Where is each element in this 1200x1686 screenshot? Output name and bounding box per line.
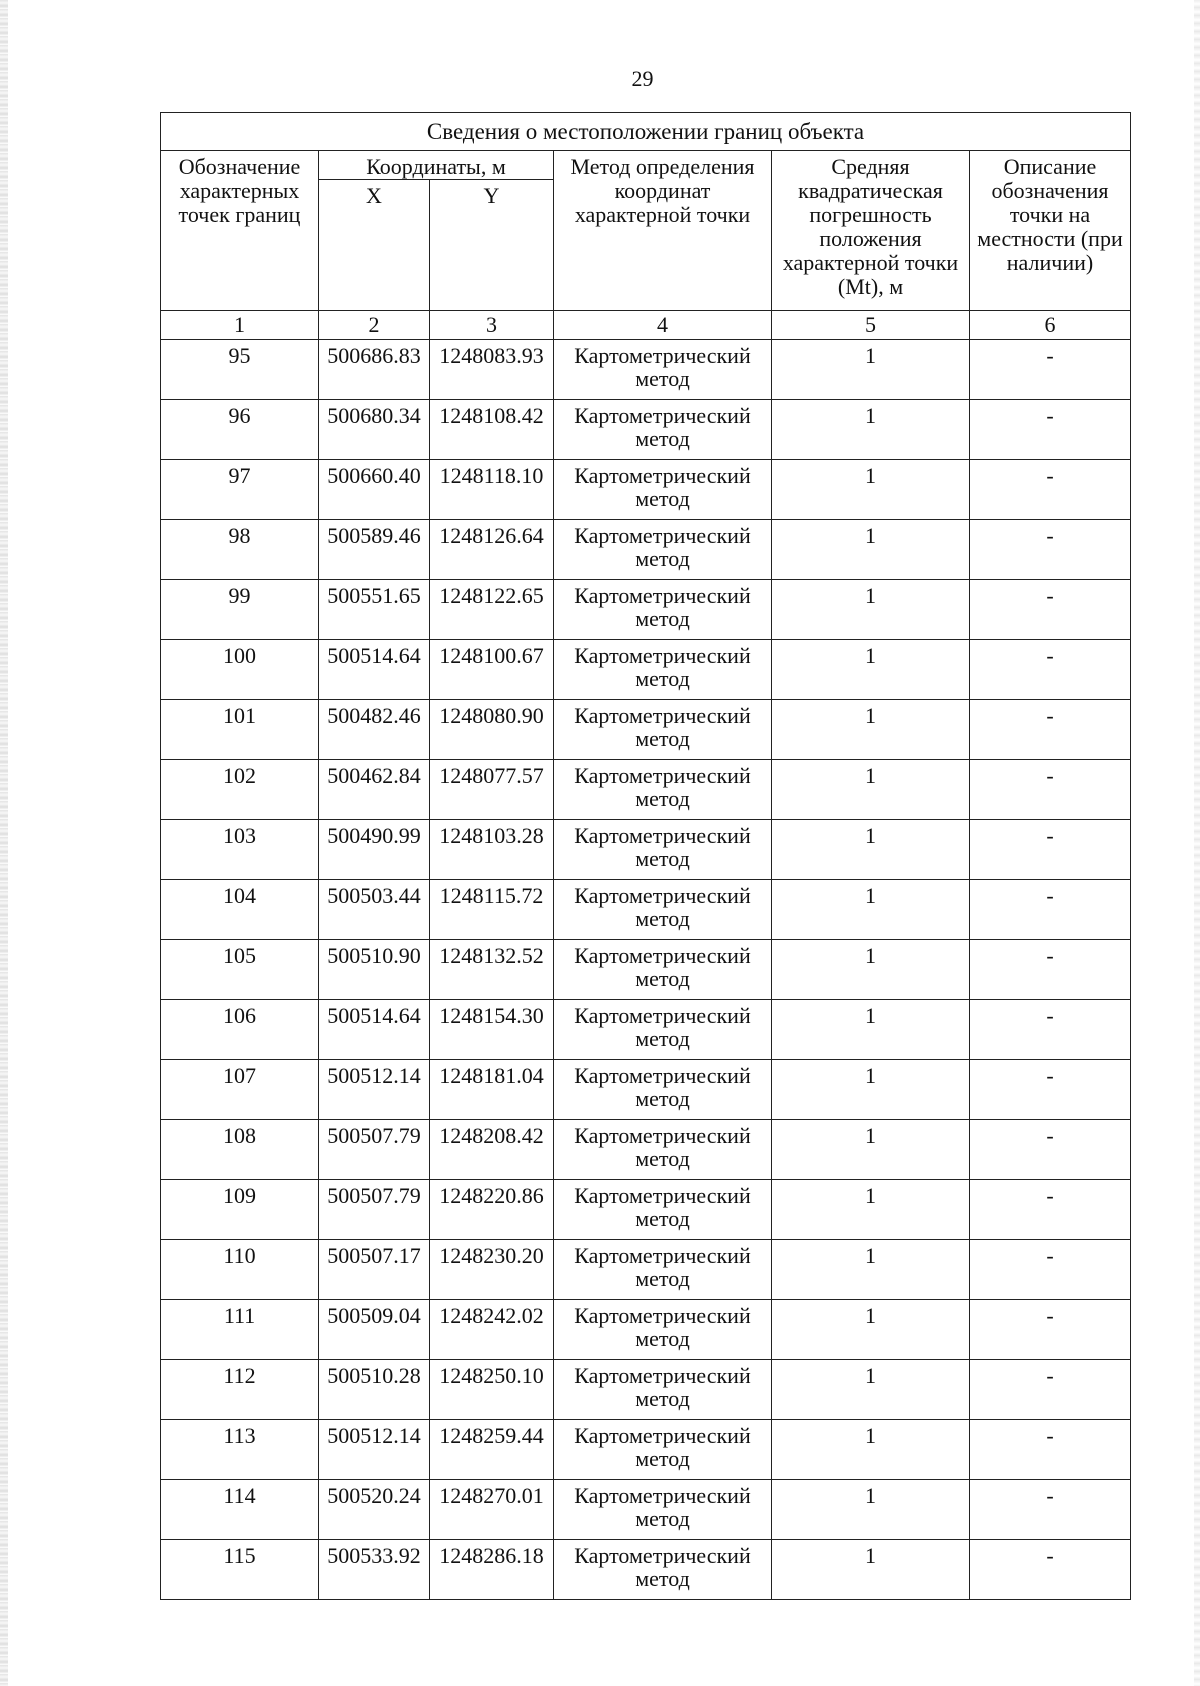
y-coordinate-cell: 1248100.67 xyxy=(430,640,554,700)
y-coordinate-cell: 1248103.28 xyxy=(430,820,554,880)
y-coordinate-cell: 1248132.52 xyxy=(430,940,554,1000)
y-coordinate-cell: 1248108.42 xyxy=(430,400,554,460)
description-cell: - xyxy=(970,640,1131,700)
column-number: 1 xyxy=(161,311,319,340)
table-row xyxy=(161,520,1131,580)
scan-edge-right xyxy=(1194,0,1200,1686)
accuracy-cell: 1 xyxy=(772,1120,970,1180)
accuracy-cell: 1 xyxy=(772,940,970,1000)
method-cell: Картометрический метод xyxy=(554,940,772,1000)
y-coordinate-cell: 1248118.10 xyxy=(430,460,554,520)
accuracy-cell: 1 xyxy=(772,1060,970,1120)
method-cell: Картометрический метод xyxy=(554,1540,772,1600)
y-coordinate-cell: 1248220.86 xyxy=(430,1180,554,1240)
y-coordinate-cell: 1248083.93 xyxy=(430,340,554,400)
y-coordinate-cell: 1248242.02 xyxy=(430,1300,554,1360)
point-cell: 103 xyxy=(161,820,319,880)
x-coordinate-cell: 500509.04 xyxy=(319,1300,430,1360)
method-cell: Картометрический метод xyxy=(554,820,772,880)
description-cell: - xyxy=(970,520,1131,580)
table-row xyxy=(161,400,1131,460)
table-row xyxy=(161,1360,1131,1420)
y-coordinate-cell: 1248080.90 xyxy=(430,700,554,760)
description-cell: - xyxy=(970,1240,1131,1300)
column-number: 4 xyxy=(554,311,772,340)
point-cell: 106 xyxy=(161,1000,319,1060)
point-cell: 99 xyxy=(161,580,319,640)
method-cell: Картометрический метод xyxy=(554,1060,772,1120)
point-cell: 109 xyxy=(161,1180,319,1240)
accuracy-cell: 1 xyxy=(772,1180,970,1240)
table-row xyxy=(161,700,1131,760)
accuracy-cell: 1 xyxy=(772,1480,970,1540)
x-coordinate-cell: 500510.28 xyxy=(319,1360,430,1420)
x-coordinate-cell: 500462.84 xyxy=(319,760,430,820)
point-cell: 101 xyxy=(161,700,319,760)
x-coordinate-cell: 500503.44 xyxy=(319,880,430,940)
description-cell: - xyxy=(970,1000,1131,1060)
method-cell: Картометрический метод xyxy=(554,1180,772,1240)
point-cell: 104 xyxy=(161,880,319,940)
header-designation: Обозначение характерных точек границ xyxy=(161,151,319,311)
description-cell: - xyxy=(970,820,1131,880)
x-coordinate-cell: 500551.65 xyxy=(319,580,430,640)
point-cell: 112 xyxy=(161,1360,319,1420)
x-coordinate-cell: 500514.64 xyxy=(319,1000,430,1060)
table-row xyxy=(161,1000,1131,1060)
point-cell: 113 xyxy=(161,1420,319,1480)
y-coordinate-cell: 1248270.01 xyxy=(430,1480,554,1540)
y-coordinate-cell: 1248230.20 xyxy=(430,1240,554,1300)
method-cell: Картометрический метод xyxy=(554,760,772,820)
method-cell: Картометрический метод xyxy=(554,880,772,940)
x-coordinate-cell: 500482.46 xyxy=(319,700,430,760)
description-cell: - xyxy=(970,1300,1131,1360)
accuracy-cell: 1 xyxy=(772,460,970,520)
table-row xyxy=(161,760,1131,820)
x-coordinate-cell: 500520.24 xyxy=(319,1480,430,1540)
accuracy-cell: 1 xyxy=(772,400,970,460)
table-row xyxy=(161,640,1131,700)
point-cell: 108 xyxy=(161,1120,319,1180)
column-number: 3 xyxy=(430,311,554,340)
method-cell: Картометрический метод xyxy=(554,1000,772,1060)
accuracy-cell: 1 xyxy=(772,340,970,400)
table-caption: Сведения о местоположении границ объекта xyxy=(161,113,1131,151)
x-coordinate-cell: 500660.40 xyxy=(319,460,430,520)
method-cell: Картометрический метод xyxy=(554,400,772,460)
y-coordinate-cell: 1248181.04 xyxy=(430,1060,554,1120)
point-cell: 105 xyxy=(161,940,319,1000)
point-cell: 96 xyxy=(161,400,319,460)
accuracy-cell: 1 xyxy=(772,520,970,580)
accuracy-cell: 1 xyxy=(772,1240,970,1300)
page-number: 29 xyxy=(631,66,654,91)
x-coordinate-cell: 500680.34 xyxy=(319,400,430,460)
accuracy-cell: 1 xyxy=(772,640,970,700)
method-cell: Картометрический метод xyxy=(554,1420,772,1480)
x-coordinate-cell: 500686.83 xyxy=(319,340,430,400)
table-row xyxy=(161,1060,1131,1120)
method-cell: Картометрический метод xyxy=(554,520,772,580)
method-cell: Картометрический метод xyxy=(554,1480,772,1540)
table-row xyxy=(161,1120,1131,1180)
x-coordinate-cell: 500512.14 xyxy=(319,1420,430,1480)
column-number: 5 xyxy=(772,311,970,340)
description-cell: - xyxy=(970,1360,1131,1420)
table-caption-row xyxy=(161,113,1131,151)
table-row xyxy=(161,820,1131,880)
column-number-row xyxy=(161,311,1131,340)
header-y: Y xyxy=(430,180,554,311)
description-cell: - xyxy=(970,1540,1131,1600)
method-cell: Картометрический метод xyxy=(554,700,772,760)
accuracy-cell: 1 xyxy=(772,1000,970,1060)
method-cell: Картометрический метод xyxy=(554,1240,772,1300)
boundary-points-table xyxy=(160,112,1131,1600)
header-method: Метод определения координат характерной точки xyxy=(554,151,772,311)
x-coordinate-cell: 500533.92 xyxy=(319,1540,430,1600)
description-cell: - xyxy=(970,460,1131,520)
x-coordinate-cell: 500510.90 xyxy=(319,940,430,1000)
table-row xyxy=(161,580,1131,640)
header-accuracy: Средняя квадратическая погрешность положения характерной точки (Mt), м xyxy=(772,151,970,311)
table-row xyxy=(161,1240,1131,1300)
table-row xyxy=(161,340,1131,400)
point-cell: 102 xyxy=(161,760,319,820)
description-cell: - xyxy=(970,1480,1131,1540)
table-row xyxy=(161,1480,1131,1540)
y-coordinate-cell: 1248122.65 xyxy=(430,580,554,640)
point-cell: 98 xyxy=(161,520,319,580)
point-cell: 100 xyxy=(161,640,319,700)
method-cell: Картометрический метод xyxy=(554,580,772,640)
description-cell: - xyxy=(970,340,1131,400)
accuracy-cell: 1 xyxy=(772,580,970,640)
x-coordinate-cell: 500490.99 xyxy=(319,820,430,880)
table-row xyxy=(161,460,1131,520)
point-cell: 95 xyxy=(161,340,319,400)
table-row xyxy=(161,1540,1131,1600)
x-coordinate-cell: 500507.79 xyxy=(319,1120,430,1180)
table-header-row xyxy=(161,151,1131,180)
x-coordinate-cell: 500589.46 xyxy=(319,520,430,580)
x-coordinate-cell: 500512.14 xyxy=(319,1060,430,1120)
description-cell: - xyxy=(970,1180,1131,1240)
accuracy-cell: 1 xyxy=(772,880,970,940)
method-cell: Картометрический метод xyxy=(554,1120,772,1180)
description-cell: - xyxy=(970,700,1131,760)
table-row xyxy=(161,1180,1131,1240)
description-cell: - xyxy=(970,1420,1131,1480)
accuracy-cell: 1 xyxy=(772,700,970,760)
accuracy-cell: 1 xyxy=(772,760,970,820)
point-cell: 97 xyxy=(161,460,319,520)
point-cell: 115 xyxy=(161,1540,319,1600)
column-number: 6 xyxy=(970,311,1131,340)
x-coordinate-cell: 500507.17 xyxy=(319,1240,430,1300)
point-cell: 111 xyxy=(161,1300,319,1360)
scan-edge-left xyxy=(0,0,8,1686)
y-coordinate-cell: 1248154.30 xyxy=(430,1000,554,1060)
accuracy-cell: 1 xyxy=(772,1420,970,1480)
point-cell: 114 xyxy=(161,1480,319,1540)
description-cell: - xyxy=(970,1120,1131,1180)
method-cell: Картометрический метод xyxy=(554,460,772,520)
description-cell: - xyxy=(970,760,1131,820)
x-coordinate-cell: 500507.79 xyxy=(319,1180,430,1240)
header-coordinates: Координаты, м xyxy=(319,151,554,180)
table-row xyxy=(161,940,1131,1000)
table-row xyxy=(161,880,1131,940)
table-row xyxy=(161,1300,1131,1360)
y-coordinate-cell: 1248259.44 xyxy=(430,1420,554,1480)
y-coordinate-cell: 1248208.42 xyxy=(430,1120,554,1180)
method-cell: Картометрический метод xyxy=(554,340,772,400)
description-cell: - xyxy=(970,940,1131,1000)
method-cell: Картометрический метод xyxy=(554,640,772,700)
method-cell: Картометрический метод xyxy=(554,1360,772,1420)
accuracy-cell: 1 xyxy=(772,1300,970,1360)
description-cell: - xyxy=(970,880,1131,940)
description-cell: - xyxy=(970,580,1131,640)
method-cell: Картометрический метод xyxy=(554,1300,772,1360)
y-coordinate-cell: 1248250.10 xyxy=(430,1360,554,1420)
x-coordinate-cell: 500514.64 xyxy=(319,640,430,700)
y-coordinate-cell: 1248126.64 xyxy=(430,520,554,580)
y-coordinate-cell: 1248115.72 xyxy=(430,880,554,940)
y-coordinate-cell: 1248077.57 xyxy=(430,760,554,820)
point-cell: 107 xyxy=(161,1060,319,1120)
header-x: X xyxy=(319,180,430,311)
header-description: Описание обозначения точки на местности (при наличии) xyxy=(970,151,1131,311)
column-number: 2 xyxy=(319,311,430,340)
table-row xyxy=(161,1420,1131,1480)
accuracy-cell: 1 xyxy=(772,1360,970,1420)
accuracy-cell: 1 xyxy=(772,1540,970,1600)
y-coordinate-cell: 1248286.18 xyxy=(430,1540,554,1600)
description-cell: - xyxy=(970,400,1131,460)
point-cell: 110 xyxy=(161,1240,319,1300)
description-cell: - xyxy=(970,1060,1131,1120)
accuracy-cell: 1 xyxy=(772,820,970,880)
